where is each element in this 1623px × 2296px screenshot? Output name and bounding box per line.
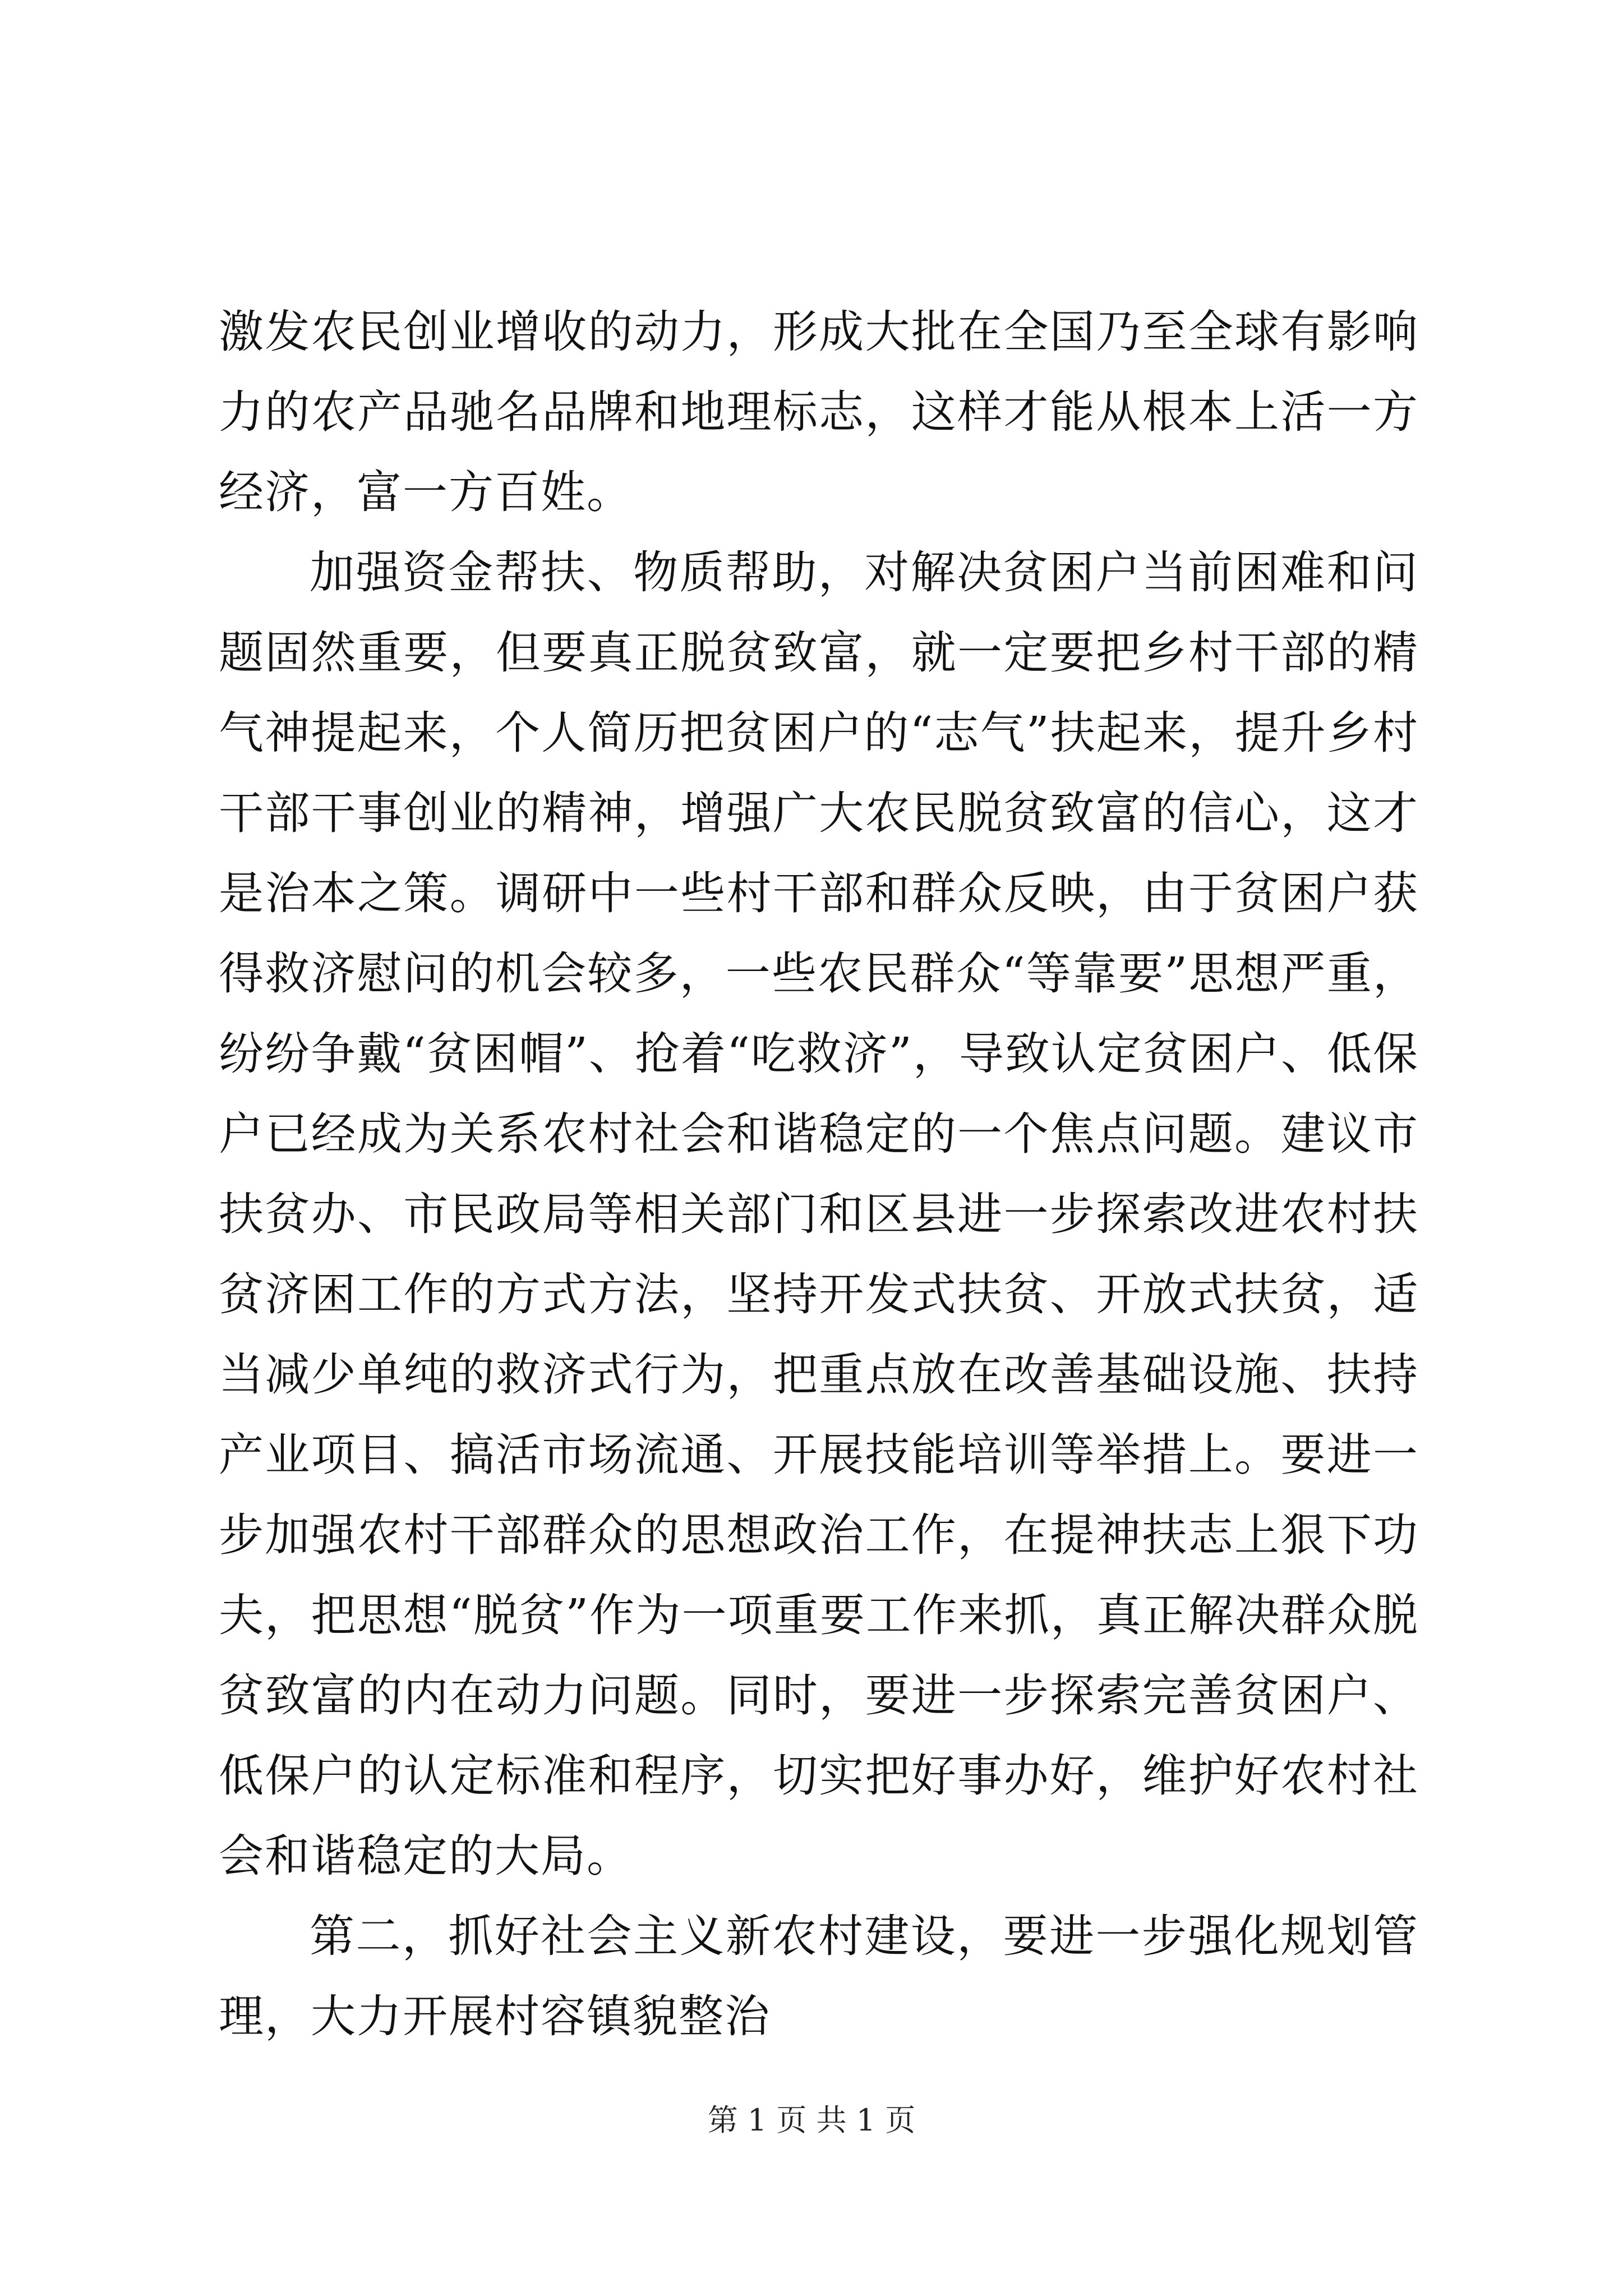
paragraph-continuation: 激发农民创业增收的动力，形成大批在全国乃至全球有影响力的农产品驰名品牌和地理标志，这样才能从根本上活一方经济，富一方百姓。 [219,306,1419,518]
paragraph-poverty-relief: 加强资金帮扶、物质帮助，对解决贫困户当前困难和问题固然重要，但要真正脱贫致富，就一定要把乡村干部的精气神提起来，个人简历把贫困户的“志气”扶起来，提升乡村干部干事创业的精神，增强广大农民脱贫致富的信心，这才是治本之策。调研中一些村干部和群众反映，由于贫困户获得救济慰问的机会较多，一些农民群众“等靠要”思想严重，纷纷争戴“贫困帽”、抢着“吃救济”，导致认定贫困户、低保户已经成为关系农村社会和谐稳定的一个焦点问题。建议市扶贫办、市民政局等相关部门和区县进一步探索改进农村扶贫济困工作的方式方法，坚持开发式扶贫、开放式扶贫，适当减少单纯的救济式行为，把重点放在改善基础设施、扶持产业项目、搞活市场流通、开展技能培训等举措上。要进一步加强农村干部群众的思想政治工作，在提神扶志上狠下功夫，把思想“脱贫”作为一项重要工作来抓，真正解决群众脱贫致富的内在动力问题。同时，要进一步探索完善贫困户、低保户的认定标准和程序，切实把好事办好，维护好农村社会和谐稳定的大局。 [219,546,1419,1882]
document-body [219,292,1419,2056]
paragraph-second-point: 第二，抓好社会主义新农村建设，要进一步强化规划管理，大力开展村容镇貌整治 [219,1910,1419,2042]
page-footer: 第 1 页 共 1 页 [707,2102,916,2138]
